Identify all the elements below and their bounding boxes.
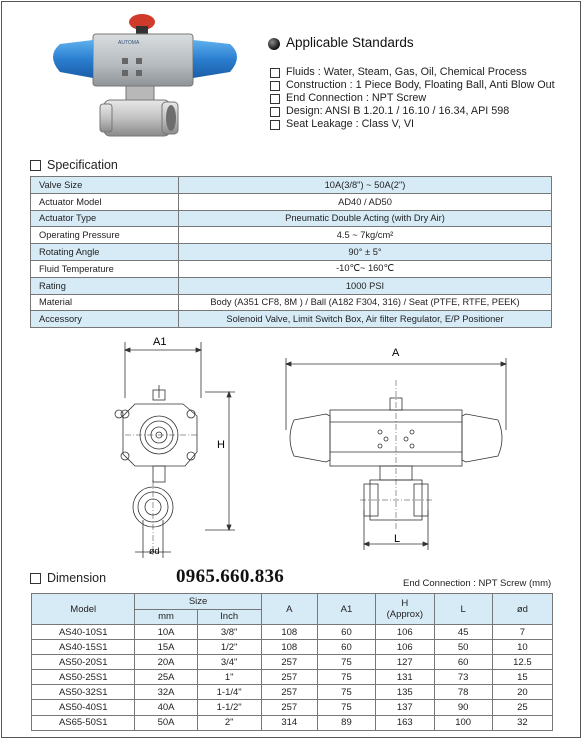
table-cell: 25: [492, 700, 552, 715]
table-cell: 90: [434, 700, 492, 715]
table-row: Fluid Temperature -10℃~ 160℃: [31, 260, 552, 277]
table-cell: 108: [261, 640, 317, 655]
table-cell: 106: [376, 640, 435, 655]
table-cell: 75: [317, 700, 375, 715]
table-cell: 15: [492, 670, 552, 685]
table-row: [32, 685, 553, 700]
table-cell: 257: [261, 700, 317, 715]
header-size: Size: [135, 594, 261, 610]
table-cell: 40A: [135, 700, 197, 715]
dimension-heading: Dimension: [30, 571, 106, 585]
table-cell: 1-1/2": [197, 700, 261, 715]
table-cell: AS50-25S1: [32, 670, 135, 685]
header-a: A: [261, 594, 317, 625]
table-cell: 257: [261, 670, 317, 685]
standard-item: Seat Leakage : Class V, VI: [270, 118, 555, 131]
table-row: Actuator Type Pneumatic Double Acting (with Dry Air): [31, 210, 552, 227]
table-cell: 75: [317, 670, 375, 685]
label-od: ød: [149, 546, 160, 556]
end-connection-note: End Connection : NPT Screw (mm): [403, 578, 552, 589]
table-cell: 60: [317, 625, 375, 640]
table-cell: 1-1/4": [197, 685, 261, 700]
table-cell: 32: [492, 715, 552, 730]
table-cell: 257: [261, 655, 317, 670]
table-cell: 45: [434, 625, 492, 640]
table-cell: 15A: [135, 640, 197, 655]
table-cell: 163: [376, 715, 435, 730]
dimension-table: [31, 593, 553, 731]
brand-label: AUTOMA: [118, 40, 140, 46]
table-cell: 7: [492, 625, 552, 640]
table-cell: 10A: [135, 625, 197, 640]
table-row: [32, 640, 553, 655]
table-cell: 20: [492, 685, 552, 700]
label-l: L: [394, 533, 401, 545]
header-h: H (Approx): [376, 594, 435, 625]
standard-item: Fluids : Water, Steam, Gas, Oil, Chemical Process: [270, 66, 555, 79]
table-row: Rating 1000 PSI: [31, 277, 552, 294]
table-cell: 60: [434, 655, 492, 670]
table-cell: AS65-50S1: [32, 715, 135, 730]
header-inch: Inch: [197, 609, 261, 625]
table-cell: 127: [376, 655, 435, 670]
specification-heading: Specification: [30, 158, 118, 172]
table-cell: 32A: [135, 685, 197, 700]
standards-list: [270, 66, 555, 131]
table-row: [32, 625, 553, 640]
table-row: [32, 655, 553, 670]
label-h: H: [217, 439, 225, 451]
label-a: A: [392, 347, 400, 359]
header-a1: A1: [317, 594, 375, 625]
table-cell: AS40-15S1: [32, 640, 135, 655]
checkbox-icon: [270, 81, 280, 91]
table-cell: 137: [376, 700, 435, 715]
table-cell: 50A: [135, 715, 197, 730]
table-cell: 3/4": [197, 655, 261, 670]
header-l: L: [434, 594, 492, 625]
table-cell: 12.5: [492, 655, 552, 670]
standards-title: Applicable Standards: [286, 35, 414, 50]
table-cell: 106: [376, 625, 435, 640]
table-cell: 2": [197, 715, 261, 730]
table-row: [32, 715, 553, 730]
header-mm: mm: [135, 609, 197, 625]
standard-item: End Connection : NPT Screw: [270, 92, 555, 105]
table-cell: 75: [317, 685, 375, 700]
table-cell: 108: [261, 625, 317, 640]
table-cell: 1": [197, 670, 261, 685]
table-cell: 75: [317, 655, 375, 670]
table-row: Accessory Solenoid Valve, Limit Switch Box, Air filter Regulator, E/P Positioner: [31, 311, 552, 328]
table-cell: AS50-32S1: [32, 685, 135, 700]
table-row: Operating Pressure 4.5 ~ 7kg/cm²: [31, 227, 552, 244]
table-row: [32, 670, 553, 685]
checkbox-icon: [30, 160, 41, 171]
checkbox-icon: [270, 68, 280, 78]
table-cell: 73: [434, 670, 492, 685]
front-view-drawing: [280, 340, 515, 560]
table-cell: 20A: [135, 655, 197, 670]
table-cell: 100: [434, 715, 492, 730]
standard-item: Design: ANSI B 1.20.1 / 16.10 / 16.34, API 598: [270, 105, 555, 118]
table-row: [32, 700, 553, 715]
table-cell: 60: [317, 640, 375, 655]
table-row: Rotating Angle 90° ± 5°: [31, 244, 552, 261]
table-cell: AS40-10S1: [32, 625, 135, 640]
table-row: Actuator Model AD40 / AD50: [31, 193, 552, 210]
standard-item: Construction : 1 Piece Body, Floating Ball, Anti Blow Out: [270, 79, 555, 92]
header-od: ød: [492, 594, 552, 625]
specification-table: [30, 176, 552, 328]
table-cell: 89: [317, 715, 375, 730]
table-cell: 135: [376, 685, 435, 700]
table-cell: 50: [434, 640, 492, 655]
table-cell: AS50-20S1: [32, 655, 135, 670]
checkbox-icon: [30, 573, 41, 584]
table-cell: AS50-40S1: [32, 700, 135, 715]
side-view-drawing: [105, 330, 245, 560]
table-cell: 78: [434, 685, 492, 700]
table-cell: 314: [261, 715, 317, 730]
table-row: Valve Size 10A(3/8") ~ 50A(2"): [31, 177, 552, 194]
table-cell: 10: [492, 640, 552, 655]
table-cell: 1/2": [197, 640, 261, 655]
table-cell: 25A: [135, 670, 197, 685]
checkbox-icon: [270, 120, 280, 130]
table-cell: 131: [376, 670, 435, 685]
checkbox-icon: [270, 107, 280, 117]
product-image: [38, 10, 253, 150]
table-cell: 257: [261, 685, 317, 700]
header-model: Model: [32, 594, 135, 625]
label-a1: A1: [153, 336, 167, 348]
phone-number: 0965.660.836: [176, 566, 285, 587]
table-cell: 3/8": [197, 625, 261, 640]
table-row: Material Body (A351 CF8, 8M ) / Ball (A182 F304, 316) / Seat (PTFE, RTFE, PEEK): [31, 294, 552, 311]
checkbox-icon: [270, 94, 280, 104]
